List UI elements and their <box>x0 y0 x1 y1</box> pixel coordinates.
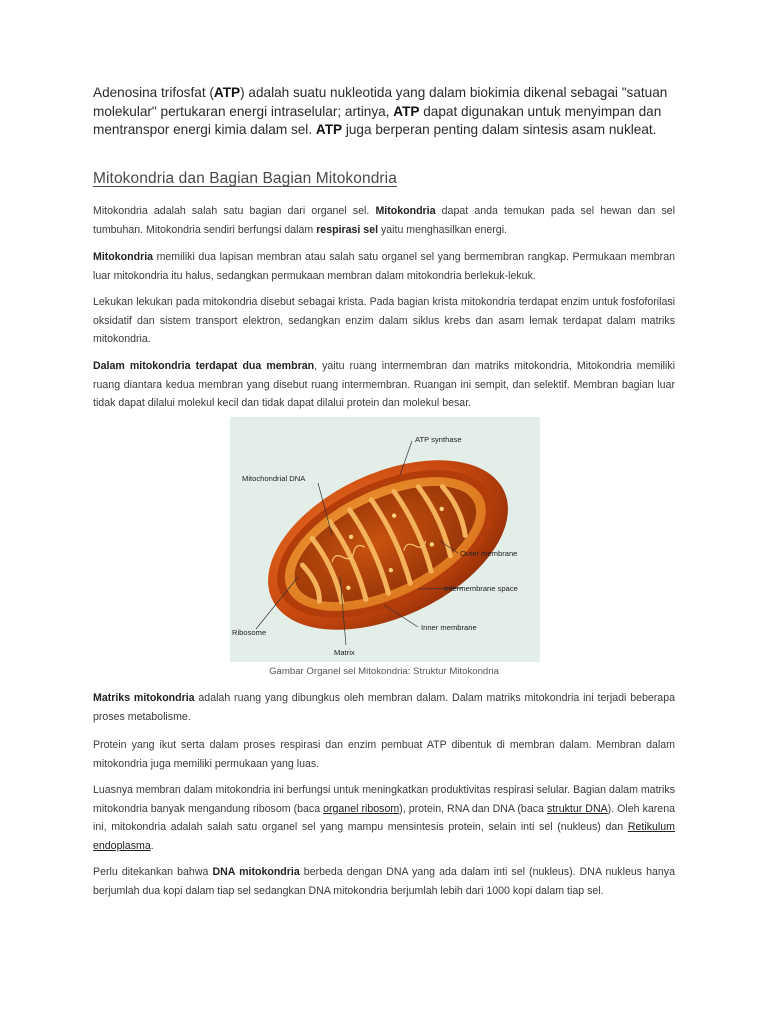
link-organel-ribosom[interactable]: organel ribosom <box>323 802 400 815</box>
intro-text: Adenosina trifosfat ( <box>93 85 214 100</box>
paragraph-6 <box>93 736 675 773</box>
paragraph-bold: Matriks mitokondria <box>93 692 195 704</box>
link-struktur-dna[interactable]: struktur DNA <box>546 802 608 815</box>
paragraph-bold: Dalam mitokondria terdapat dua membran <box>93 360 315 372</box>
intro-text: ) adalah suatu nukleotida yang dalam biokimia dikenal sebagai "satuan molekular" pertukaran energi intraselular; artinya, <box>93 85 668 119</box>
figure-caption: Gambar Organel sel Mitokondria: Struktur Mitokondria <box>269 666 499 677</box>
paragraph-bold: Mitokondria <box>93 251 154 263</box>
link-retikulum-endoplasma[interactable]: Retikulum endoplasma <box>93 821 675 852</box>
section-heading: Mitokondria dan Bagian Bagian Mitokondria <box>93 170 397 187</box>
paragraph-text: , yaitu ruang intermembran dan matriks mitokondria, Mitokondria memiliki ruang diantara kedua membran yang disebut ruang intermembran. Ruangan ini sempit, dan selektif. Membran bagian luar tidak dapat dilalui molekul kecil dan tidak dapat dilalui protein dan molekul besar. <box>93 360 675 410</box>
paragraph-bold: DNA mitokondria <box>212 866 300 878</box>
intro-bold: ATP <box>213 85 241 100</box>
intro-bold: ATP <box>315 122 343 138</box>
paragraph-text: Mitokondria adalah salah satu bagian dari organel sel. <box>93 205 376 217</box>
paragraph-8 <box>93 863 675 900</box>
paragraph-3 <box>93 293 675 349</box>
paragraph-text: dapat anda temukan pada sel hewan dan sel tumbuhan. Mitokondria sendiri berfungsi dalam <box>93 205 675 236</box>
paragraph-2 <box>93 248 675 285</box>
label-matrix: Matrix <box>334 648 355 657</box>
intro-text: dapat digunakan untuk menyimpan dan mentranspor energi kimia dalam sel. <box>93 103 662 138</box>
paragraph-text: Lekukan lekukan pada mitokondria disebut sebagai krista. Pada bagian krista mitokondria terdapat enzim untuk fosfoforilasi oksidatif dan sistem transport elektron, sedangkan enzim dalam siklus krebs dan asam lemak terdapat dalam matriks mitokondria. <box>93 296 675 346</box>
paragraph-text: ). Oleh karena ini, mitokondria adalah salah satu organel sel yang mampu mensintesis protein, selain inti sel (nukleus) dan <box>93 802 675 834</box>
paragraph-bold: respirasi sel <box>316 223 379 236</box>
label-mitochondrial-dna: Mitochondrial DNA <box>242 474 306 483</box>
label-outer-membrane: Outer membrane <box>460 549 518 558</box>
paragraph-7 <box>93 781 675 855</box>
paragraph-5 <box>93 689 675 726</box>
paragraph-text: . <box>150 839 154 852</box>
paragraph-bold: Mitokondria <box>375 205 436 217</box>
paragraph-1 <box>93 202 675 239</box>
paragraph-text: Luasnya membran dalam mitokondria ini berfungsi untuk meningkatkan produktivitas respirasi selular. Bagian dalam matriks mitokondria banyak mengandung ribosom (baca <box>93 784 675 815</box>
paragraph-4 <box>93 357 675 413</box>
paragraph-text: Protein yang ikut serta dalam proses respirasi dan enzim pembuat ATP dibentuk di membran dalam. Membran dalam mitokondria juga memiliki permukaan yang luas. <box>93 739 675 770</box>
paragraph-text: berbeda dengan DNA yang ada dalam inti sel (nukleus). DNA nukleus hanya berjumlah dua kopi dalam tiap sel sedangkan DNA mitokondria berjumlah lebih dari 1000 kopi dalam tiap sel. <box>93 866 675 897</box>
paragraph-text: memiliki dua lapisan membran atau salah satu organel sel yang bermembran rangkap. Permukaan membran luar mitokondria itu halus, sedangkan permukaan membran dalam mitokondria berlekuk-lekuk. <box>93 251 675 282</box>
paragraph-text: ), protein, RNA dan DNA (baca <box>399 802 547 815</box>
label-inner-membrane: Inner membrane <box>421 623 477 632</box>
intro-bold: ATP <box>393 103 420 119</box>
label-ribosome: Ribosome <box>232 628 267 637</box>
paragraph-text: Perlu ditekankan bahwa <box>93 866 213 878</box>
intro-paragraph <box>93 84 683 140</box>
intro-text: juga berperan penting dalam sintesis asam nukleat. <box>342 122 657 138</box>
mitochondria-illustration <box>230 417 540 662</box>
label-intermembrane-space: Intermembrane space <box>444 584 518 593</box>
label-atp-synthase: ATP synthase <box>415 435 462 444</box>
paragraph-text: adalah ruang yang dibungkus oleh membran dalam. Dalam matriks mitokondria ini terjadi beberapa proses metabolisme. <box>93 692 675 723</box>
mitochondria-diagram <box>230 417 540 662</box>
paragraph-text: yaitu menghasilkan energi. <box>378 223 507 236</box>
